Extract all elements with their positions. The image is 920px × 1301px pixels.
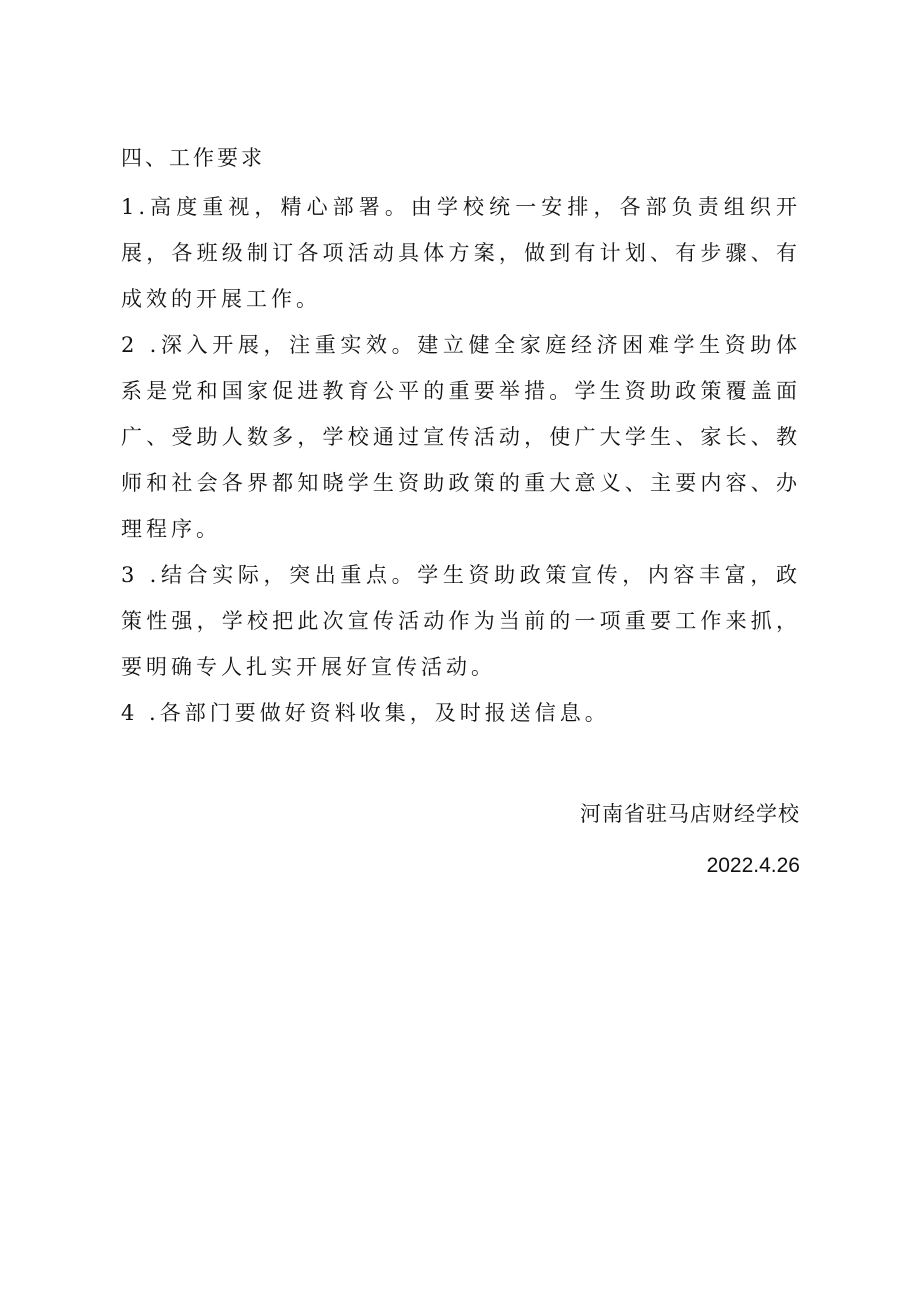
document-body: [121, 138, 801, 736]
issuer-signature: 河南省驻马店财经学校: [580, 802, 800, 826]
issue-date: 2022.4.26: [706, 854, 800, 877]
requirement-paragraph-4: 4 .各部门要做好资料收集，及时报送信息。: [121, 701, 610, 725]
section-heading: 四、工作要求: [121, 146, 265, 170]
requirement-paragraph-2: 2 .深入开展，注重实效。建立健全家庭经济困难学生资助体系是党和国家促进教育公平的重要举措。学生资助政策覆盖面广、受助人数多，学校通过宣传活动，使广大学生、家长、教师和社会各界都知晓学生资助政策的重大意义、主要内容、办理程序。: [121, 333, 801, 541]
requirement-paragraph-3: 3 .结合实际，突出重点。学生资助政策宣传，内容丰富，政策性强，学校把此次宣传活动作为当前的一项重要工作来抓，要明确专人扎实开展好宣传活动。: [121, 563, 801, 679]
requirement-paragraph-1: 1.高度重视，精心部署。由学校统一安排，各部负责组织开展，各班级制订各项活动具体方案，做到有计划、有步骤、有成效的开展工作。: [121, 195, 801, 311]
